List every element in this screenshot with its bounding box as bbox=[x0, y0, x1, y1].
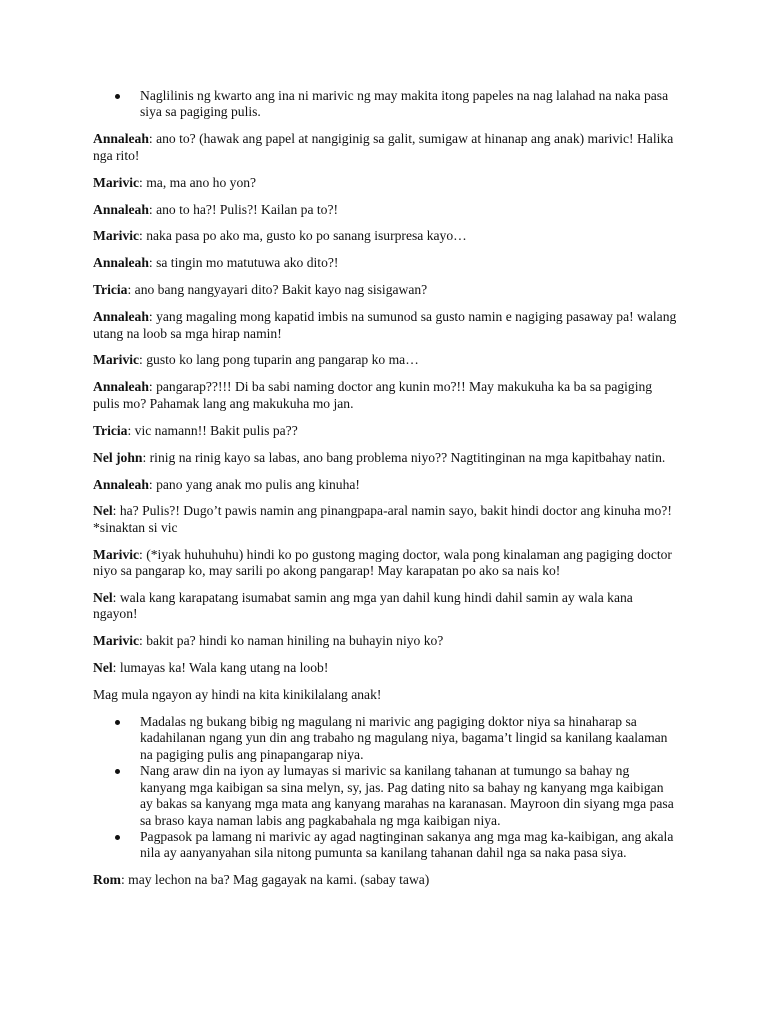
dialogue-text: : ano bang nangyayari dito? Bakit kayo nag sisigawan? bbox=[127, 282, 428, 298]
speaker-name: Tricia bbox=[93, 282, 128, 298]
dialogue-line bbox=[93, 255, 678, 271]
dialogue-text: : ha? Pulis?! Dugo’t pawis namin ang pinangpapa-aral namin sayo, bakit hindi doctor ang kinuha mo?! *sinaktan si vic bbox=[93, 503, 672, 535]
speaker-name: Annaleah bbox=[93, 309, 149, 325]
speaker-name: Nel bbox=[93, 590, 113, 606]
speaker-name: Rom bbox=[93, 872, 121, 888]
dialogue-line bbox=[93, 379, 678, 412]
bullet-text: Madalas ng bukang bibig ng magulang ni marivic ang pagiging doktor niya sa hinaharap sa kadahilanan ngang yun din ang trabaho ng magulang niya, bagama’t lingid sa kanilang kaalaman na pagiging pulis ang pinapangarap niya. bbox=[140, 714, 668, 762]
speaker-name: Nel bbox=[93, 503, 113, 519]
dialogue-text: : naka pasa po ako ma, gusto ko po sanang isurpresa kayo… bbox=[139, 228, 467, 244]
speaker-name: Marivic bbox=[93, 633, 140, 649]
dialogue-line bbox=[93, 175, 678, 191]
dialogue-block-1 bbox=[93, 131, 678, 703]
dialogue-line bbox=[93, 423, 678, 439]
dialogue-line bbox=[93, 872, 678, 888]
dialogue-line bbox=[93, 660, 678, 676]
speaker-name: Nel john bbox=[93, 449, 143, 465]
dialogue-text: Mag mula ngayon ay hindi na kita kinikilalang anak! bbox=[93, 687, 382, 703]
bullet-list-mid bbox=[93, 714, 678, 862]
dialogue-line bbox=[93, 282, 678, 298]
speaker-name: Annaleah bbox=[93, 201, 149, 217]
dialogue-block-2 bbox=[93, 872, 678, 888]
bullet-text: Pagpasok pa lamang ni marivic ay agad nagtinginan sakanya ang mga mag ka-kaibigan, ang akala nila ay aanyanyahan sila nitong pumunta sa kanilang tahanan dahil nga sa naka pasa siya. bbox=[140, 828, 674, 861]
dialogue-text: : gusto ko lang pong tuparin ang pangarap ko ma… bbox=[139, 352, 419, 368]
bullet-item bbox=[140, 763, 678, 829]
speaker-name: Marivic bbox=[93, 228, 140, 244]
dialogue-line bbox=[93, 590, 678, 623]
speaker-name: Annaleah bbox=[93, 379, 149, 395]
speaker-name: Marivic bbox=[93, 352, 140, 368]
dialogue-line bbox=[93, 450, 678, 466]
dialogue-text: : ma, ma ano ho yon? bbox=[139, 174, 257, 190]
dialogue-text: : wala kang karapatang isumabat samin ang mga yan dahil kung hindi dahil samin ay wala kana ngayon! bbox=[93, 590, 633, 622]
dialogue-text: : bakit pa? hindi ko naman hiniling na buhayin niyo ko? bbox=[139, 633, 444, 649]
speaker-name: Tricia bbox=[93, 422, 128, 438]
dialogue-line bbox=[93, 202, 678, 218]
speaker-name: Marivic bbox=[93, 546, 140, 562]
bullet-item bbox=[140, 88, 678, 121]
dialogue-line bbox=[93, 633, 678, 649]
dialogue-text: : (*iyak huhuhuhu) hindi ko po gustong maging doctor, wala pong kinalaman ang pagiging doctor niyo sa pangarap ko, may sarili po akong pangarap! May karapatan po ako sa nais ko! bbox=[93, 546, 672, 579]
speaker-name: Marivic bbox=[93, 174, 140, 190]
bullet-item bbox=[140, 829, 678, 862]
speaker-name: Annaleah bbox=[93, 255, 149, 271]
bullet-text: Naglilinis ng kwarto ang ina ni marivic ng may makita itong papeles na nag lalahad na naka pasa siya sa pagiging pulis. bbox=[140, 88, 669, 120]
dialogue-text: : rinig na rinig kayo sa labas, ano bang problema niyo?? Nagtitinginan na mga kapitbahay natin. bbox=[142, 449, 666, 465]
speaker-name: Annaleah bbox=[93, 131, 149, 147]
bullet-icon bbox=[115, 720, 120, 725]
dialogue-line bbox=[93, 131, 678, 164]
bullet-item bbox=[140, 714, 678, 763]
dialogue-text: : sa tingin mo matutuwa ako dito?! bbox=[148, 255, 339, 271]
dialogue-line bbox=[93, 228, 678, 244]
dialogue-text: : pangarap??!!! Di ba sabi naming doctor ang kunin mo?!! May makukuha ka ba sa pagiging pulis mo? Pahamak lang ang makukuha mo jan. bbox=[93, 379, 653, 411]
speaker-name: Annaleah bbox=[93, 476, 149, 492]
bullet-list-top bbox=[93, 88, 678, 121]
bullet-icon bbox=[115, 769, 120, 774]
dialogue-line bbox=[93, 309, 678, 342]
dialogue-text: : yang magaling mong kapatid imbis na sumunod sa gusto namin e nagiging pasaway pa! walang utang na loob sa mga hirap namin! bbox=[93, 309, 677, 341]
dialogue-line bbox=[93, 503, 678, 536]
dialogue-line bbox=[93, 352, 678, 368]
dialogue-text: : vic namann!! Bakit pulis pa?? bbox=[127, 422, 298, 438]
bullet-icon bbox=[115, 94, 120, 99]
dialogue-text: : ano to ha?! Pulis?! Kailan pa to?! bbox=[148, 201, 339, 217]
dialogue-line bbox=[93, 477, 678, 493]
bullet-text: Nang araw din na iyon ay lumayas si marivic sa kanilang tahanan at tumungo sa bahay ng kanyang mga kaibigan sa sina melyn, sy, jas. Pag dating nito sa bahay ng kanyang mga kaibigan ay bakas sa kanyang mga mata ang kanyang marahas na karanasan. Mayroon din siyang mga pasa sa braso kaya naman labis ang pagkabahala ng mga kaibigan niya. bbox=[140, 763, 674, 828]
dialogue-text: : may lechon na ba? Mag gagayak na kami. (sabay tawa) bbox=[120, 872, 430, 888]
dialogue-line bbox=[93, 687, 678, 703]
dialogue-text: : pano yang anak mo pulis ang kinuha! bbox=[148, 476, 360, 492]
bullet-icon bbox=[115, 835, 120, 840]
speaker-name: Nel bbox=[93, 660, 113, 676]
dialogue-line bbox=[93, 547, 678, 580]
dialogue-text: : lumayas ka! Wala kang utang na loob! bbox=[112, 660, 329, 676]
dialogue-text: : ano to? (hawak ang papel at nangiginig sa galit, sumigaw at hinanap ang anak) marivic! Halika nga rito! bbox=[93, 131, 674, 163]
